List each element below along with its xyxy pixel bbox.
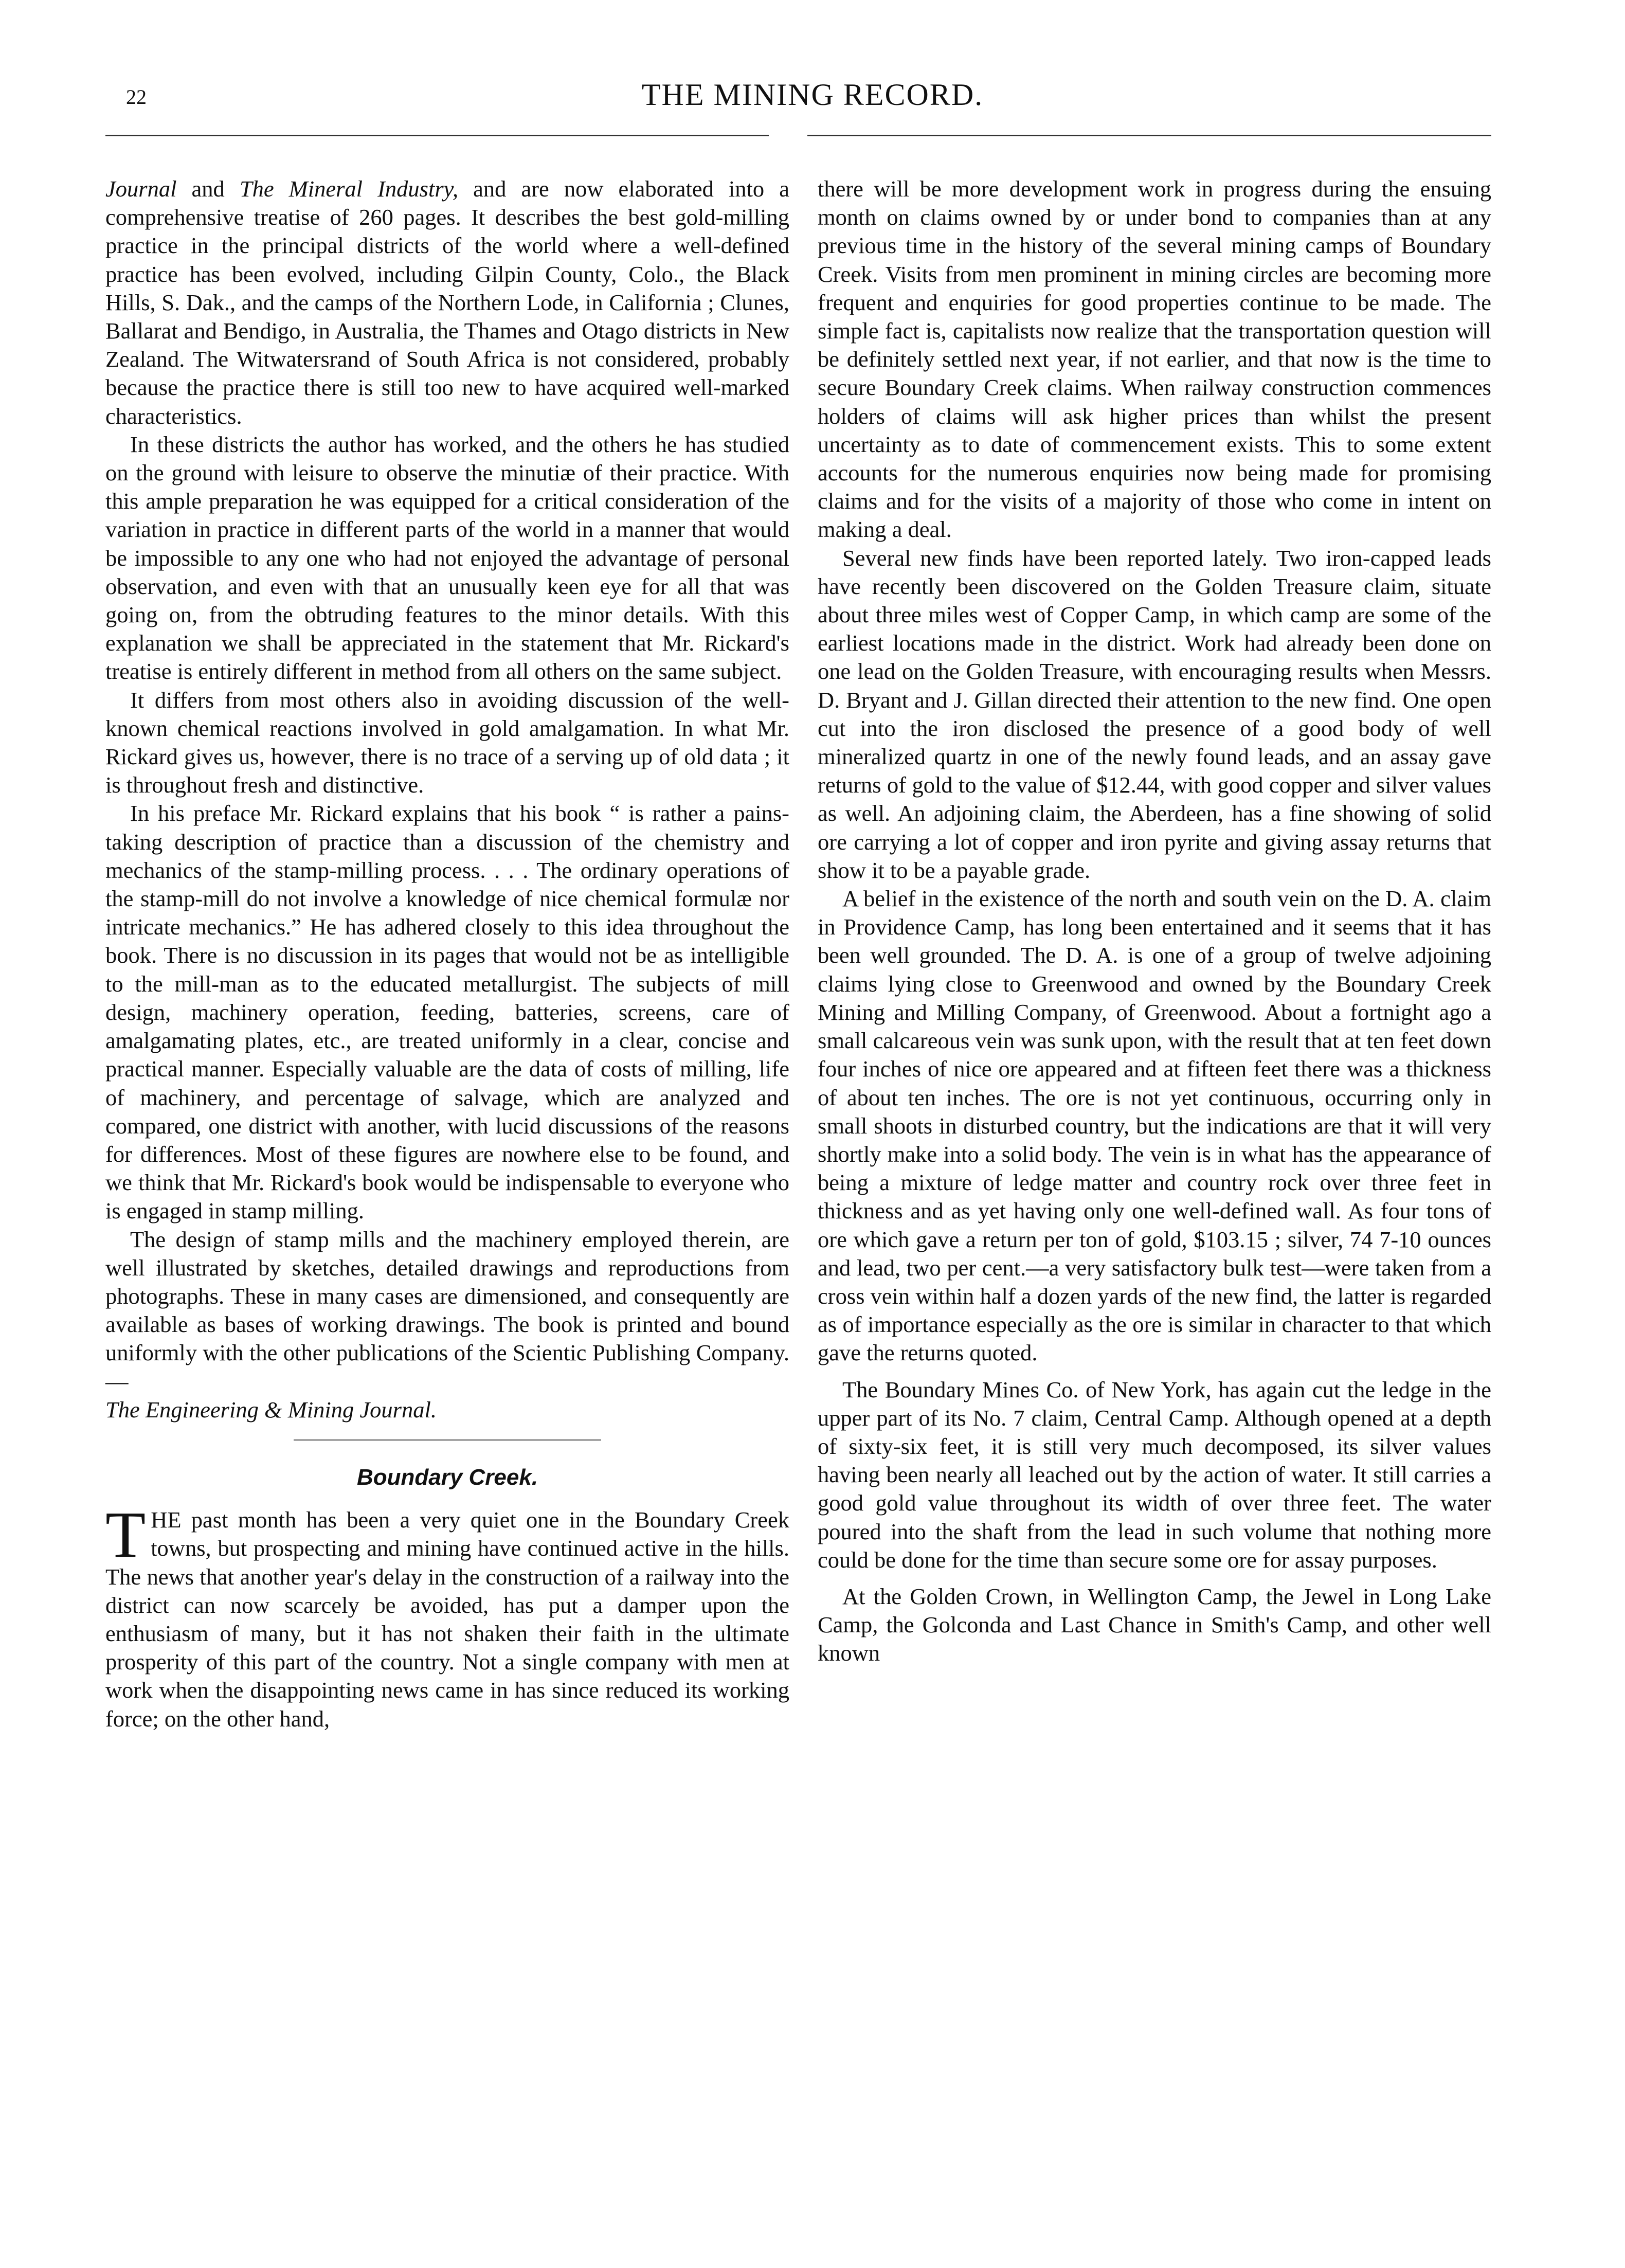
drop-cap: T [105,1498,146,1572]
source-attribution: The Engineering & Mining Journal. [105,1396,437,1423]
page-number: 22 [126,85,147,109]
section-heading: Boundary Creek. [356,1464,538,1490]
section-divider [294,1439,602,1441]
paragraph: Journal and The Mineral Industry, and are now elaborated into a comprehensive treatise of 260 pages. It describes the best gold-milling practice in the principal districts of the world where a well-defined practice has been evolved, including Gilpin County, Colo., the Black Hills, S. Dak., and the camps of the Northern Lode, in California ; Clunes, Ballarat and Bendigo, in Australia, the Thames and Otago districts in New Zealand. The Witwatersrand of South Africa is not considered, probably because the practice there is still too new to have acquired well-marked characteristics. [105,176,789,429]
paragraph: In his preface Mr. Rickard explains that his book “ is rather a pains-taking description of practice than a discussion of the chemistry and mechanics of the stamp-milling process. . . . The ordinary operations of the stamp-mill do not involve a knowledge of nice chemical formulæ nor intricate mechanics.” He has adhered closely to this idea throughout the book. There is no discussion in its pages that would not be as intelligible to the mill-man as to the educated metallurgist. The subjects of mill design, machinery operation, feeding, batteries, screens, care of amalgamating plates, etc., are treated uniformly in a clear, concise and practical manner. Especially valuable are the data of costs of milling, life of machinery, and percentage of salvage, which are analyzed and compared, one district with another, with lucid discussions of the reasons for differences. Most of these figures are nowhere else to be found, and we think that Mr. Rickard's book would be indispensable to everyone who is engaged in stamp milling. [105,800,789,1224]
header-rule-right [807,135,1491,136]
column-left [105,175,789,1733]
paragraph: At the Golden Crown, in Wellington Camp, the Jewel in Long Lake Camp, the Golconda and Last Chance in Smith's Camp, and other well known [818,1583,1491,1666]
publication-title: The Mineral Industry, [239,176,459,202]
paragraph: The design of stamp mills and the machinery employed therein, are well illustrated by sketches, detailed drawings and reproductions from photographs. These in many cases are dimensioned, and consequently are available as bases of working drawings. The book is printed and bound uniformly with the other publications of the Scientic Publishing Company.— The Engineering & Mining Journal. [105,1226,789,1423]
paragraph: A belief in the existence of the north and south vein on the D. A. claim in Providence Camp, has long been entertained and it seems that it has been well grounded. The D. A. is one of a group of twelve adjoining claims lying close to Greenwood and owned by the Boundary Creek Mining and Milling Company, of Greenwood. About a fortnight ago a small calcareous vein was sunk upon, with the result that at ten feet down four inches of nice ore appeared and at fifteen feet there was a thickness of about ten inches. The ore is not yet continuous, occurring only in small shoots in disturbed country, but the indications are that it will very shortly make into a solid body. The vein is in what has the appearance of being a mixture of ledge matter and country rock over three feet in thickness and as yet having only one well-defined wall. As four tons of ore which gave a return per ton of gold, $103.15 ; silver, 74 7-10 ounces and lead, two per cent.—a very satisfactory bulk test—were taken from a cross vein within half a dozen yards of the new find, the latter is regarded as of importance especially as the ore is similar in character to that which gave the returns quoted. [818,886,1491,1366]
column-right [818,175,1491,1668]
paragraph: In these districts the author has worked, and the others he has studied on the ground with leisure to observe the minutiæ of their practice. With this ample preparation he was equipped for a critical consideration of the variation in practice in different parts of the world in a manner that would be impossible to any one who had not enjoyed the advantage of personal observation, and even with that an unusually keen eye for all that was going on, from the obtruding features to the minor details. With this explanation we shall be appreciated in the statement that Mr. Rickard's treatise is entirely different in method from all others on the same subject. [105,431,789,685]
paragraph: The Boundary Mines Co. of New York, has again cut the ledge in the upper part of its No. 7 claim, Central Camp. Although opened at a depth of sixty-six feet, it is still very much decomposed, its silver values having been nearly all leached out by the action of water. It still carries a good gold value throughout its width of over three feet. The water poured into the shaft from the lead in such volume that nothing more could be done for the time than secure some ore for assay purposes. [818,1376,1491,1573]
header-rule-left [105,135,769,136]
paragraph: THE past month has been a very quiet one in the Boundary Creek towns, but prospecting and mining have continued active in the hills. The news that another year's delay in the construction of a railway into the district can now scarcely be avoided, has put a damper upon the enthusiasm of many, but it has not shaken their faith in the ultimate prosperity of this part of the country. Not a single company with men at work when the disappointing news came in has since reduced its working force; on the other hand, [105,1498,789,1732]
paragraph: there will be more development work in progress during the ensuing month on claims owned by or under bond to companies than at any previous time in the history of the several mining camps of Boundary Creek. Visits from men prominent in mining circles are becoming more frequent and enquiries for good properties continue to be made. The simple fact is, capitalists now realize that the transportation question will be definitely settled next year, if not earlier, and that now is the time to secure Boundary Creek claims. When railway construction commences holders of claims will ask higher prices than whilst the present uncertainty as to date of commencement exists. This to some extent accounts for the numerous enquiries now being made for promising claims and for the visits of a majority of those who come in intent on making a deal. [818,176,1491,543]
running-head: THE MINING RECORD. [641,78,984,112]
journal-title: Journal [105,176,177,202]
paragraph: Several new finds have been reported lately. Two iron-capped leads have recently been discovered on the Golden Treasure claim, situate about three miles west of Copper Camp, in which camp are some of the earliest locations made in the district. Work had already been done on one lead on the Golden Treasure, with encouraging results when Messrs. D. Bryant and J. Gillan directed their attention to the new find. One open cut into the iron disclosed the presence of a good body of well mineralized quartz in one of the newly found leads, and an assay gave returns of gold to the value of $12.44, with good copper and silver values as well. An adjoining claim, the Aberdeen, has a fine showing of solid ore carrying a lot of copper and iron pyrite and giving assay returns that show it to be a payable grade. [818,545,1491,883]
paragraph: It differs from most others also in avoiding discussion of the well-known chemical reactions involved in gold amalgamation. In what Mr. Rickard gives us, however, there is no trace of a serving up of old data ; it is throughout fresh and distinctive. [105,687,789,798]
